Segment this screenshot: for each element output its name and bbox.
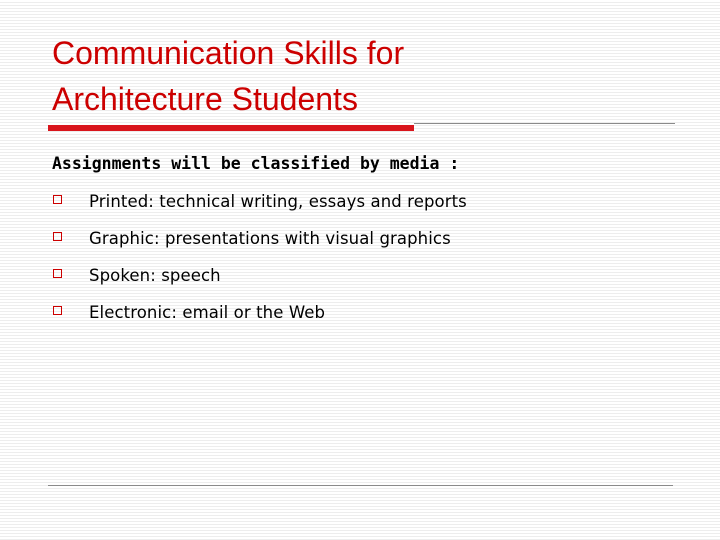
- hollow-square-icon: [53, 195, 62, 204]
- slide-title-line-1: Communication Skills for: [52, 35, 405, 71]
- title-accent-bar: [48, 125, 414, 131]
- hollow-square-icon: [53, 269, 62, 278]
- bullet-text-spoken: Spoken: speech: [89, 266, 221, 285]
- bullet-text-electronic: Electronic: email or the Web: [89, 303, 326, 322]
- slide-title: [52, 30, 672, 122]
- hollow-square-icon: [53, 306, 62, 315]
- assignments-intro: Assignments will be classified by media :: [52, 154, 460, 173]
- footer-divider-rule: [48, 485, 673, 486]
- title-divider-rule: [414, 123, 675, 124]
- bullet-text-graphic: Graphic: presentations with visual graphics: [89, 229, 451, 248]
- slide-title-line-2: Architecture Students: [52, 81, 358, 117]
- hollow-square-icon: [53, 232, 62, 241]
- bullet-text-printed: Printed: technical writing, essays and reports: [89, 192, 467, 211]
